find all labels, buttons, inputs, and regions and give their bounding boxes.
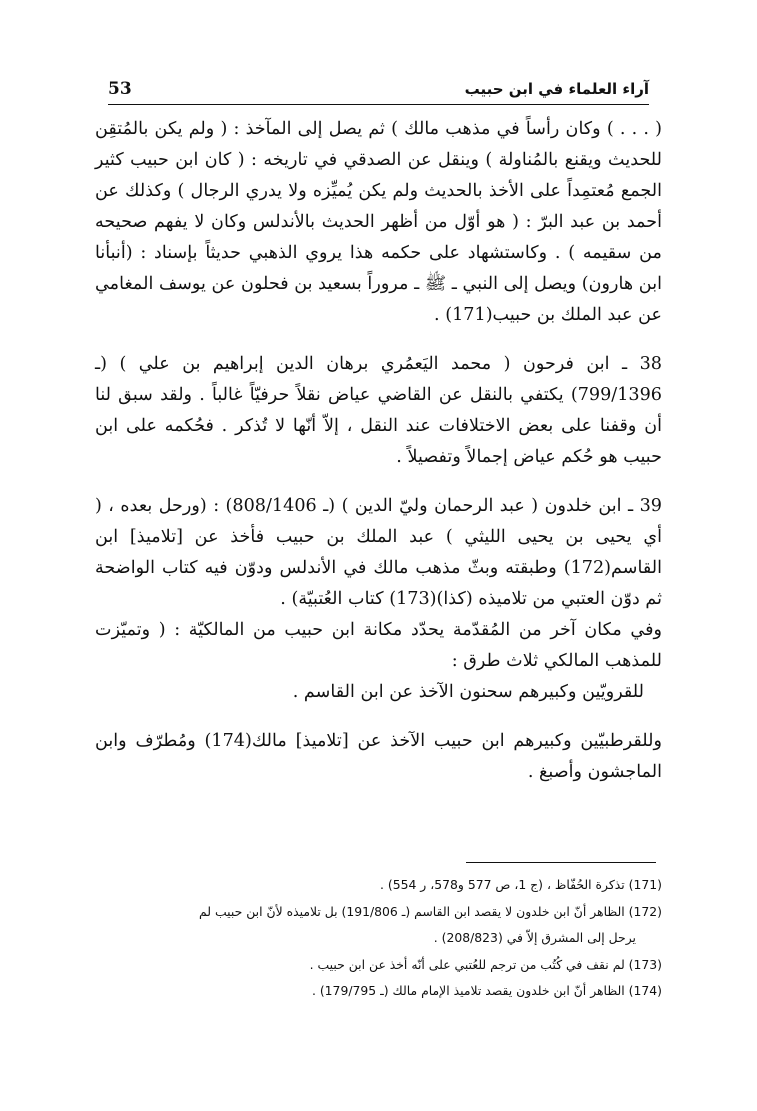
paragraph-muqaddima: وفي مكان آخر من المُقدّمة يحدّد مكانة ابن حبيب من المالكيّة : ( وتميّزت للمذهب المالكي ثلاث طرق : xyxy=(95,620,662,671)
paragraph-ibn-farhun: 38 ـ ابن فرحون ( محمد اليَعمُري برهان الدين إبراهيم بن علي ) (ـ 799/1396) يكتفي بالنقل عن القاضي عياض نقلاً حرفيّاً غالباً . ولقد سبق لنا أن وقفنا على بعض الاختلافات عند النقل ، إلاّ أنّها لا تُذكر . فحُكمه على ابن حبيب هو حُكم عياض إجمالاً وتفصيلاً . xyxy=(95,354,662,467)
body-text xyxy=(95,114,662,788)
paragraph-ibn-khaldun: 39 ـ ابن خلدون ( عبد الرحمان وليّ الدين ) (ـ 808/1406) : (ورحل بعده ، ( أي يحيى بن يحيى الليثي ) عبد الملك بن حبيب فأخذ عن [تلاميذ] ابن القاسم(172) وطبقته وبثّ مذهب مالك في الأندلس ودوّن فيه كتاب الواضحة ثم دوّن العتبي من تلاميذه (كذا)(173) كتاب العُتبيّة) . xyxy=(95,496,662,609)
footnote-173: (173) لم نقف في كُتُب من ترجم للعُتبي على أنّه أخذ عن ابن حبيب . xyxy=(309,956,662,972)
paragraph-dhahabi: ( . . . ) وكان رأساً في مذهب مالك ) ثم يصل إلى المآخذ : ( ولم يكن بالمُتقِن للحديث ويقنع بالمُناولة ) وينقل عن الصدقي في تاريخه : ( كان ابن حبيب كثير الجمع مُعتمِداً على الأخذ بالحديث ولم يكن يُميِّزه ولا يدري الرجال ) وكذلك عن أحمد بن عبد البرّ : ( هو أوّل من أظهر الحديث بالأندلس وكان لا يفهم صحيحه من سقيمه ) . وكاستشهاد على حكمه هذا يروي الذهبي حديثاً بإسناد : (أنبأنا ابن هارون) ويصل إلى النبي ـ ﷺ ـ مروراً بسعيد بن فحلون عن يوسف المغامي عن عبد الملك بن حبيب(171) . xyxy=(95,119,662,325)
footnotes xyxy=(95,872,662,1005)
running-title: آراء العلماء في ابن حبيب xyxy=(464,80,649,98)
paragraph-qurtubiyyin: وللقرطبيّين وكبيرهم ابن حبيب الآخذ عن [تلاميذ] مالك(174) ومُطرّف وابن الماجشون وأصبغ . xyxy=(95,731,662,782)
running-header xyxy=(108,74,649,105)
page-number: 53 xyxy=(108,79,132,99)
footnote-separator xyxy=(466,862,656,863)
footnote-171: (171) تذكرة الحُفّاظ ، (ج 1، ص 577 و578، ر 554) . xyxy=(379,877,662,892)
paragraph-qarawiyyin: للقرويّين وكبيرهم سحنون الآخذ عن ابن القاسم . xyxy=(292,682,644,702)
footnote-174: (174) الظاهر أنّ ابن خلدون يقصد تلاميذ الإمام مالك (ـ 179/795) . xyxy=(311,983,662,998)
footnote-172-continued: يرحل إلى المشرق إلاّ في (208/823) . xyxy=(433,930,636,945)
footnote-172: (172) الظاهر أنّ ابن خلدون لا يقصد ابن القاسم (ـ 191/806) بل تلاميذه لأنّ ابن حبيب لم xyxy=(199,903,662,919)
